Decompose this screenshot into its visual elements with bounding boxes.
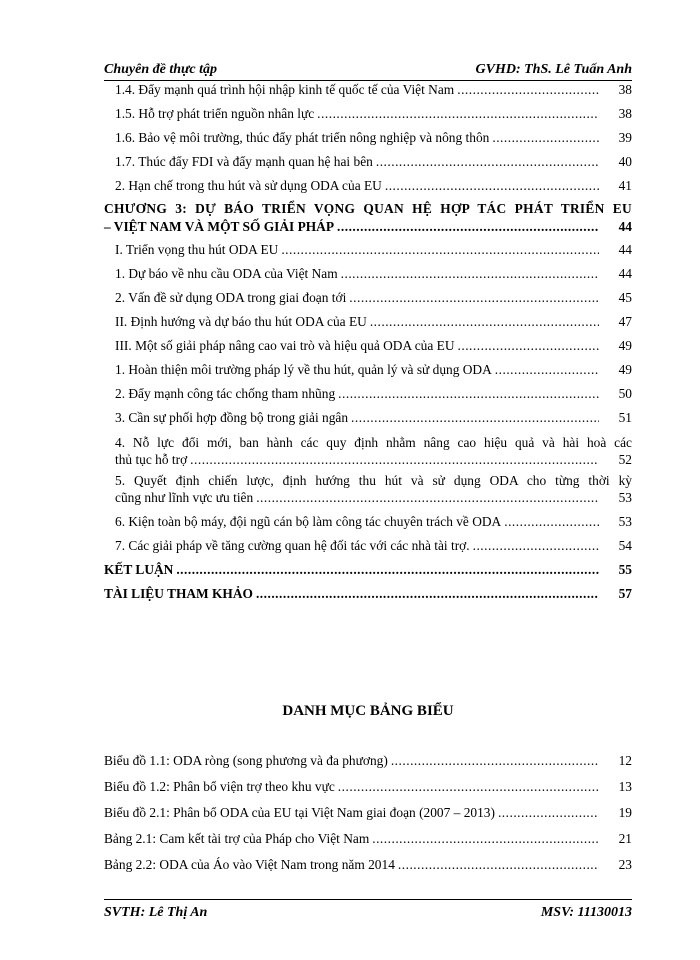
toc-entry-label: cũng như lĩnh vực ưu tiên [115, 490, 254, 505]
toc-entry-label: 1.7. Thúc đẩy FDI và đẩy mạnh quan hệ hai bên [115, 154, 373, 169]
toc-entry-page: 54 [618, 538, 632, 553]
toc-entry-page: 44 [618, 266, 632, 281]
dot-leader [337, 218, 599, 236]
toc-entry [104, 310, 632, 334]
list-item [104, 748, 632, 774]
toc-entry-page: 49 [618, 362, 632, 377]
dot-leader [256, 582, 599, 606]
dot-leader [391, 748, 599, 774]
toc-entry-page: 49 [618, 338, 632, 353]
list-item-label: Biểu đồ 1.2: Phân bổ viện trợ theo khu vực [104, 779, 335, 794]
toc-entry-page: 53 [618, 514, 632, 529]
toc-entry-label: 6. Kiện toàn bộ máy, đội ngũ cán bộ làm công tác chuyên trách về ODA [115, 514, 502, 529]
toc-entry [104, 78, 632, 102]
toc-entry-page: 57 [618, 586, 632, 601]
dot-leader [351, 406, 599, 430]
dot-leader [372, 826, 599, 852]
list-item-label: Biểu đồ 2.1: Phân bổ ODA của EU tại Việt Nam giai đoạn (2007 – 2013) [104, 805, 495, 820]
toc-entry-label: 2. Vấn đề sử dụng ODA trong giai đoạn tới [115, 290, 347, 305]
dot-leader [385, 174, 599, 198]
toc-entry-label: 1. Hoàn thiện môi trường pháp lý về thu hút, quản lý và sử dụng ODA [115, 362, 492, 377]
toc-entry-label: TÀI LIỆU THAM KHẢO [104, 586, 253, 601]
toc-entry-label: 3. Cần sự phối hợp đồng bộ trong giải ngân [115, 410, 349, 425]
table-of-contents [104, 78, 632, 606]
toc-entry-page: 52 [618, 452, 632, 467]
footer-divider [104, 899, 632, 900]
dot-leader [498, 800, 599, 826]
list-item-label: Bảng 2.1: Cam kết tài trợ của Pháp cho Việt Nam [104, 831, 370, 846]
list-item-page: 12 [618, 753, 632, 768]
toc-entry [104, 126, 632, 150]
page-header [104, 60, 632, 80]
toc-entry [104, 102, 632, 126]
toc-entry-label: thủ tục hỗ trợ [115, 452, 188, 467]
dot-leader [176, 558, 599, 582]
list-item-label: Biểu đồ 1.1: ODA ròng (song phương và đa phương) [104, 753, 388, 768]
dot-leader [281, 238, 599, 262]
toc-entry-label: 2. Đẩy mạnh công tác chống tham nhũng [115, 386, 336, 401]
toc-entry-label-line2 [115, 451, 632, 468]
dot-leader [376, 150, 599, 174]
dot-leader [457, 78, 599, 102]
toc-entry [104, 238, 632, 262]
toc-entry-label: KẾT LUẬN [104, 562, 174, 577]
tables-list [104, 748, 632, 878]
toc-entry [104, 382, 632, 406]
footer-student-id: MSV: 11130013 [540, 905, 632, 920]
list-item [104, 774, 632, 800]
toc-entry-label: 1.5. Hỗ trợ phát triển nguồn nhân lực [115, 106, 315, 121]
toc-entry-label: 1.6. Bảo vệ môi trường, thúc đẩy phát triển nông nghiệp và nông thôn [115, 130, 490, 145]
toc-entry-page: 55 [618, 562, 632, 577]
toc-entry-label: 7. Các giải pháp về tăng cường quan hệ đối tác với các nhà tài trợ. [115, 538, 470, 553]
toc-entry [104, 174, 632, 198]
toc-entry-label: 1. Dự báo về nhu cầu ODA của Việt Nam [115, 266, 338, 281]
toc-entry [104, 406, 632, 430]
toc-entry-page: 45 [618, 290, 632, 305]
chapter-title-line2 [104, 218, 632, 236]
list-item-page: 19 [618, 805, 632, 820]
toc-entry [104, 534, 632, 558]
dot-leader [473, 534, 599, 558]
toc-entry-page: 38 [618, 82, 632, 97]
toc-entry [104, 150, 632, 174]
toc-entry-page: 50 [618, 386, 632, 401]
list-item-label: Bảng 2.2: ODA của Áo vào Việt Nam trong năm 2014 [104, 857, 395, 872]
header-course: Chuyên đề thực tập [104, 62, 218, 77]
toc-chapter-heading [104, 200, 632, 236]
dot-leader [458, 334, 599, 358]
dot-leader [338, 382, 599, 406]
chapter-title-line1: CHƯƠNG 3: DỰ BÁO TRIỂN VỌNG QUAN HỆ HỢP TÁC PHÁT TRIỂN EU [104, 201, 632, 216]
header-supervisor: GVHD: ThS. Lê Tuấn Anh [475, 62, 632, 77]
toc-conclusion [104, 558, 632, 582]
toc-entry-label: III. Một số giải pháp nâng cao vai trò và hiệu quả ODA của EU [115, 338, 455, 353]
toc-entry-page: 39 [618, 130, 632, 145]
list-item [104, 852, 632, 878]
toc-entry-page: 38 [618, 106, 632, 121]
list-item [104, 800, 632, 826]
toc-entry [104, 262, 632, 286]
toc-entry-page: 40 [618, 154, 632, 169]
list-item-page: 13 [618, 779, 632, 794]
dot-leader [495, 358, 599, 382]
toc-entry-page: 53 [618, 490, 632, 505]
list-item [104, 826, 632, 852]
toc-entry [104, 334, 632, 358]
toc-entry [104, 358, 632, 382]
toc-entry-page: 41 [618, 178, 632, 193]
list-item-page: 23 [618, 857, 632, 872]
chapter-page: 44 [618, 219, 632, 234]
toc-entry [104, 286, 632, 310]
dot-leader [492, 126, 599, 150]
toc-entry-label: I. Triển vọng thu hút ODA EU [115, 242, 279, 257]
toc-entry-label: 2. Hạn chế trong thu hút và sử dụng ODA của EU [115, 178, 382, 193]
toc-entry-label-line1: 4. Nỗ lực đổi mới, ban hành các quy định nhằm nâng cao hiệu quả và hài hoà các [115, 435, 632, 450]
toc-references [104, 582, 632, 606]
toc-entry-multiline [104, 434, 632, 468]
dot-leader [341, 262, 599, 286]
dot-leader [190, 451, 599, 468]
toc-entry [104, 510, 632, 534]
dot-leader [504, 510, 599, 534]
toc-entry-label-line2 [115, 489, 632, 506]
footer-student: SVTH: Lê Thị An [104, 905, 208, 920]
dot-leader [349, 286, 599, 310]
toc-entry-page: 44 [618, 242, 632, 257]
toc-entry-multiline [104, 472, 632, 506]
dot-leader [256, 489, 599, 506]
toc-entry-page: 47 [618, 314, 632, 329]
dot-leader [398, 852, 599, 878]
page-footer [104, 903, 632, 923]
toc-entry-label: 1.4. Đẩy mạnh quá trình hội nhập kinh tế quốc tế của Việt Nam [115, 82, 455, 97]
tables-list-title: DANH MỤC BẢNG BIỂU [282, 703, 454, 719]
dot-leader [338, 774, 599, 800]
toc-entry-label: II. Định hướng và dự báo thu hút ODA của EU [115, 314, 367, 329]
toc-entry-page: 51 [618, 410, 632, 425]
chapter-title-text: – VIỆT NAM VÀ MỘT SỐ GIẢI PHÁP [104, 219, 335, 234]
toc-entry-label-line1: 5. Quyết định chiến lược, định hướng thu hút và sử dụng ODA cho từng thời kỳ [115, 473, 632, 488]
list-item-page: 21 [618, 831, 632, 846]
dot-leader [317, 102, 599, 126]
dot-leader [370, 310, 599, 334]
